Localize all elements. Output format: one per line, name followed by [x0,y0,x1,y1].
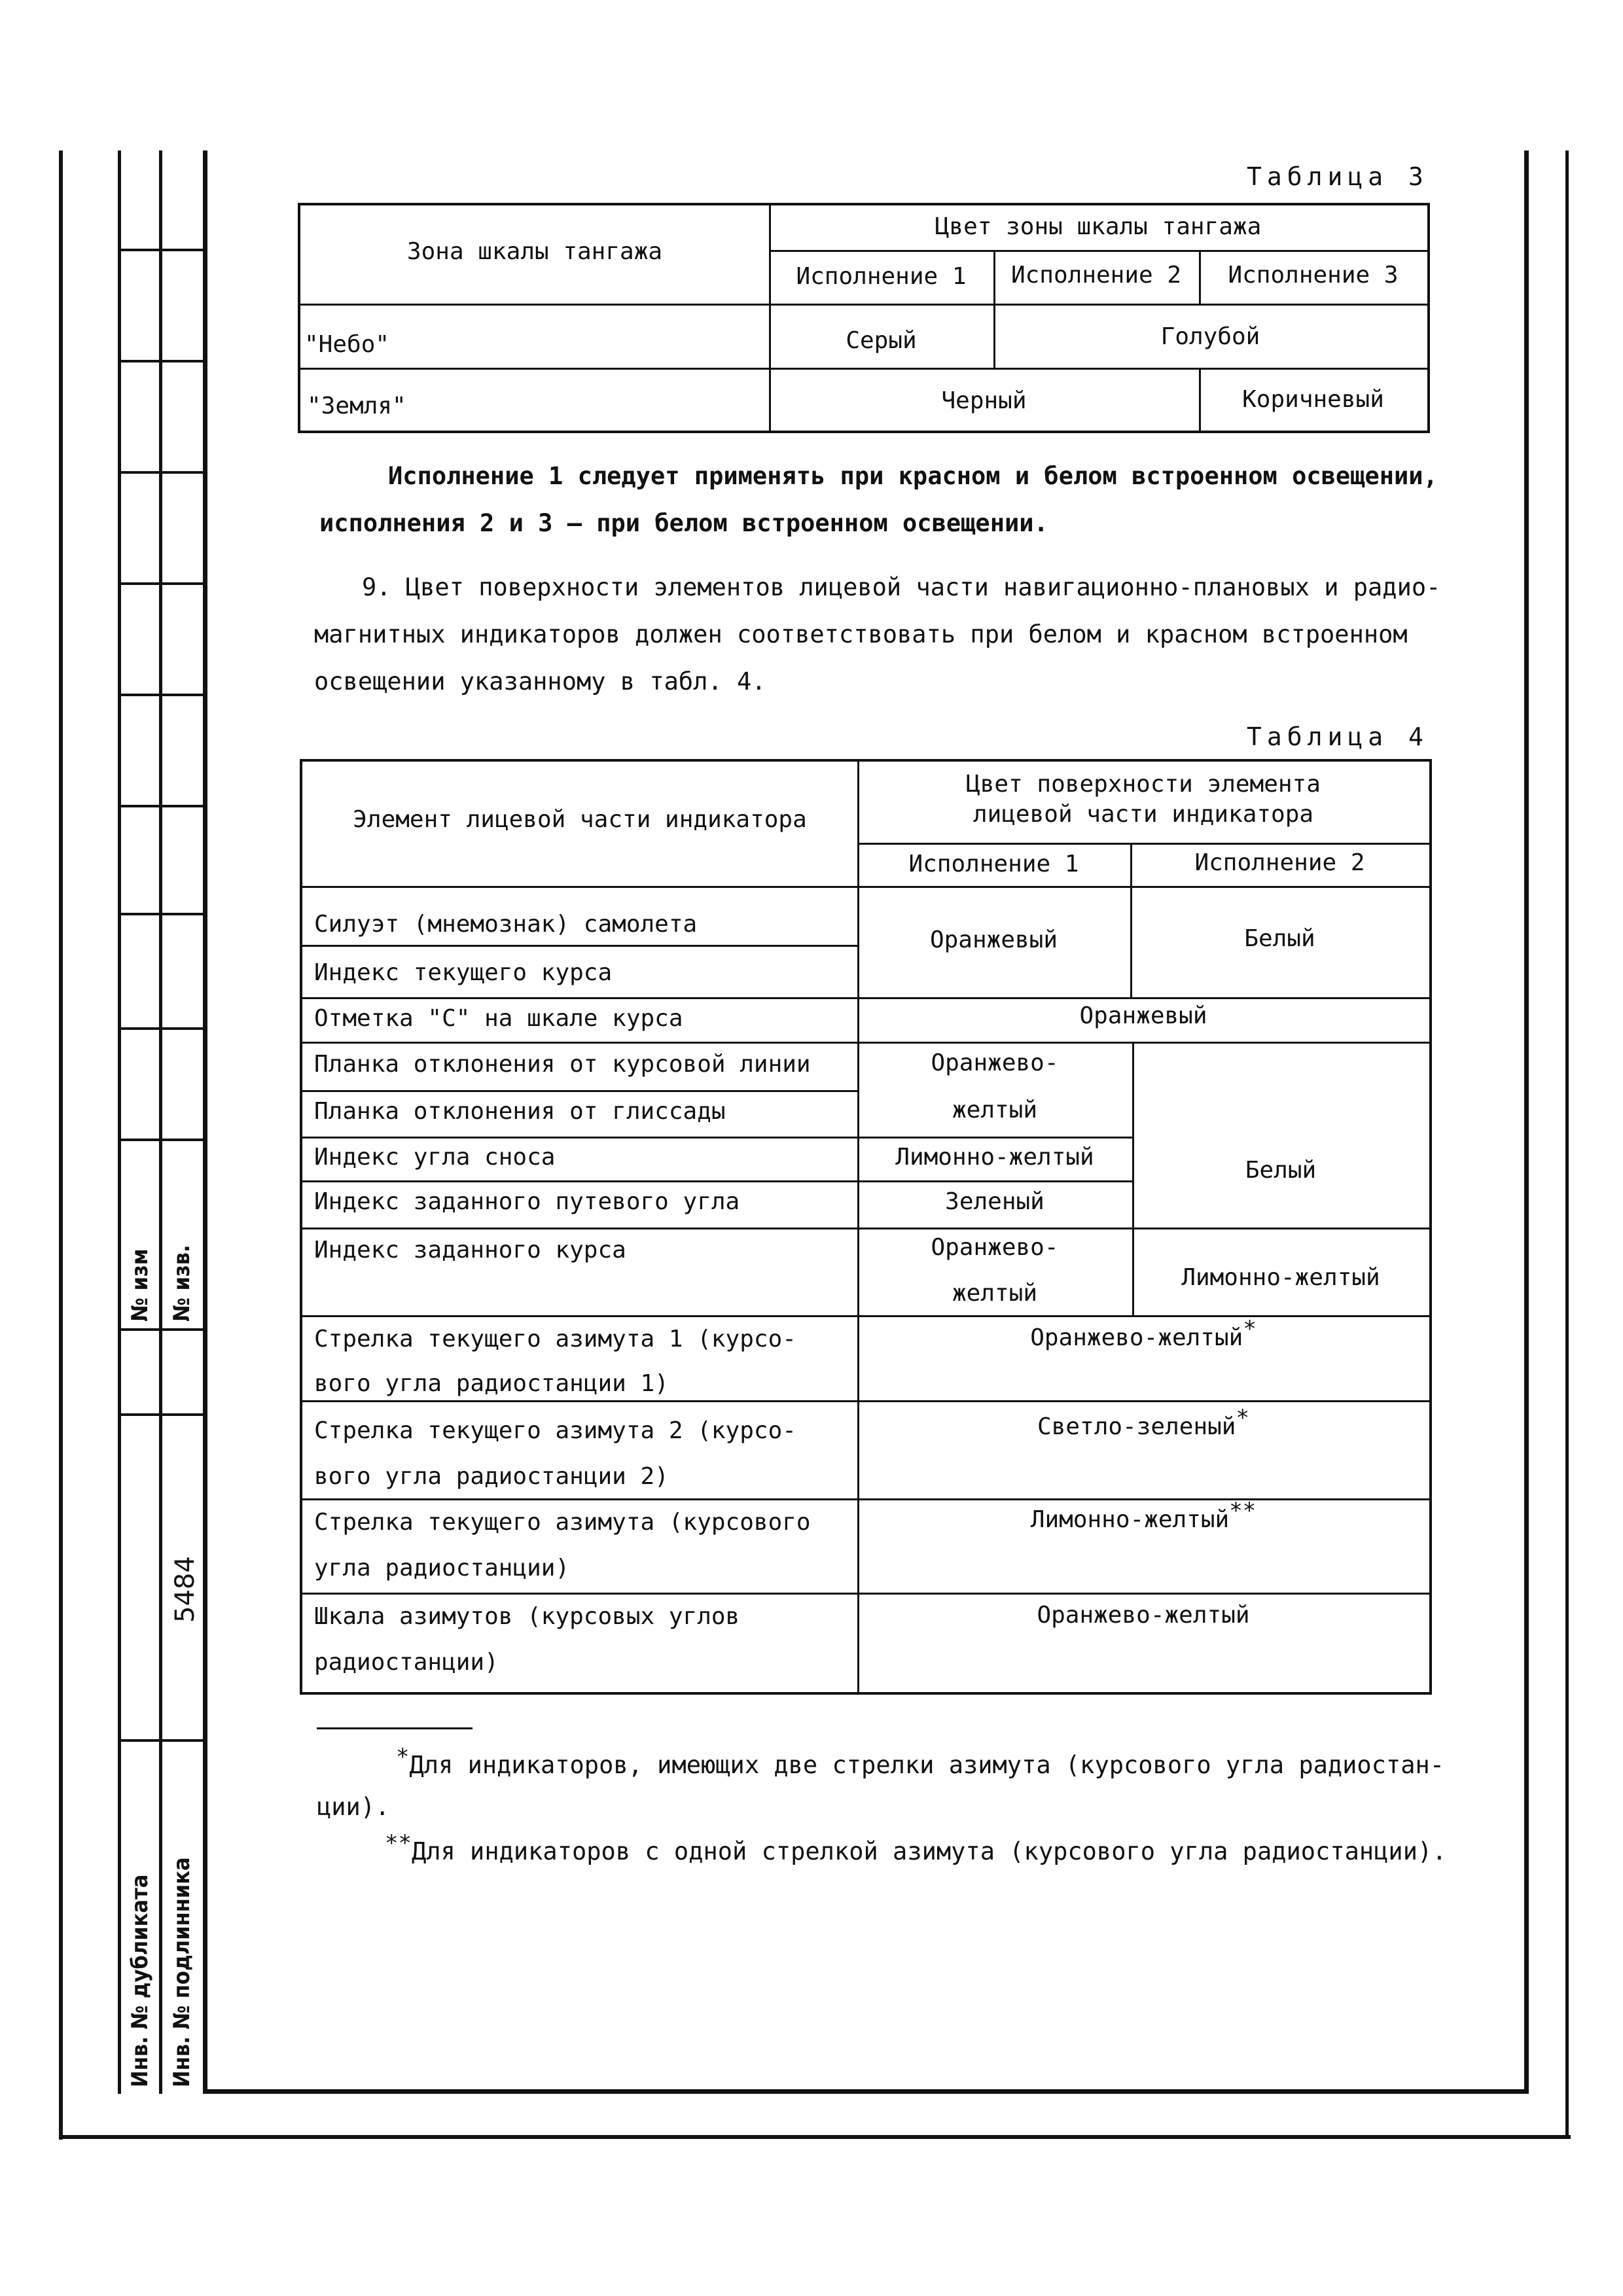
table3-earth-isp12: Черный [941,387,1027,414]
table4-row-label: угла радиостанции) [314,1555,570,1581]
table4-value: желтый [952,1280,1038,1307]
table4-header-element: Элемент лицевой части индикатора [353,806,807,833]
dubl-label: Инв. № дубликата [127,1874,153,2087]
footnote-1-cont: ции). [317,1793,390,1821]
table4-value: Белый [1244,925,1315,952]
paragraph-line: исполнения 2 и 3 – при белом встроенном освещении. [319,509,1048,537]
stamp-strip [118,150,203,2094]
table4-caption: Таблица 4 [1247,722,1429,751]
table3-sky-isp1: Серый [846,327,917,354]
table3-caption: Таблица 3 [1247,162,1429,191]
paragraph-line: Исполнение 1 следует применять при красном и белом встроенном освещении, [388,462,1438,490]
izv-label: № изв. [169,1245,195,1322]
table4-value: Оранжевый [1079,1002,1207,1029]
inventory-number: 5484 [170,1556,200,1623]
frame-outer-bottom [59,2135,1571,2139]
table4-row-label: Стрелка текущего азимута 1 (курсо- [314,1326,796,1352]
table4-value: Оранжево-желтый* [1030,1316,1257,1351]
table4-value: Зеленый [945,1188,1044,1215]
table3-row-earth: "Земля" [307,393,406,419]
table4-row-label: вого угла радиостанции 1) [314,1370,669,1397]
table3-row-sky: "Небо" [304,331,390,358]
table4-row-label: Шкала азимутов (курсовых углов [314,1603,740,1630]
frame-outer-right [1565,150,1569,2139]
table3-header-color: Цвет зоны шкалы тангажа [935,213,1262,240]
table4-value: Лимонно-желтый [895,1144,1094,1171]
table4-row-label: Планка отклонения от глиссады [314,1098,726,1125]
table4-header-color-l2: лицевой части индикатора [972,801,1314,828]
table4-row-label: Отметка "С" на шкале курса [314,1005,683,1032]
table4-header-isp1: Исполнение 1 [908,851,1079,877]
table3-sky-isp23: Голубой [1160,323,1260,350]
table4-row-label: Стрелка текущего азимута 2 (курсо- [314,1417,796,1444]
table3-header-isp3: Исполнение 3 [1228,262,1399,289]
table3 [298,203,1430,433]
table4-row-label: Индекс текущего курса [314,959,613,986]
table3-earth-isp3: Коричневый [1242,386,1384,413]
table4-value: Оранжево-желтый [1037,1602,1250,1629]
table4-value: Оранжево- [931,1234,1059,1261]
table4-value: Оранжево- [931,1050,1059,1076]
table4-value: Оранжевый [929,927,1058,953]
table4-row-label: Планка отклонения от курсовой линии [314,1051,811,1078]
table4-header-isp2: Исполнение 2 [1194,849,1365,876]
paragraph-line: освещении указанному в табл. 4. [314,667,766,696]
table4-header-color-l1: Цвет поверхности элемента [966,771,1321,798]
frame-outer-left [59,150,63,2140]
paragraph-line: 9. Цвет поверхности элементов лицевой части навигационно-плановых и радио- [362,573,1441,601]
table4-row-label: вого угла радиостанции 2) [314,1463,669,1490]
table4-row-label: радиостанции) [314,1649,499,1676]
strip-line [118,150,121,2094]
table4-value: Белый [1245,1157,1317,1184]
table3-header-isp2: Исполнение 2 [1010,262,1182,289]
izm-label: № изм [127,1248,153,1322]
table4-value: Лимонно-желтый** [1030,1498,1257,1533]
footnote-rule [317,1727,473,1729]
table4-value: желтый [952,1097,1038,1123]
table4 [300,759,1432,1695]
table3-header-isp1: Исполнение 1 [796,263,967,290]
podl-label: Инв. № подлинника [169,1857,195,2087]
table4-value: Светло-зеленый* [1037,1405,1249,1440]
strip-line [159,150,162,2094]
table4-row-label: Индекс заданного курса [314,1237,626,1263]
table4-row-label: Стрелка текущего азимута (курсового [314,1509,811,1536]
paragraph-line: магнитных индикаторов должен соответствовать при белом и красном встроенном [314,620,1408,648]
table4-value: Лимонно-желтый [1181,1264,1380,1291]
table4-row-label: Индекс заданного путевого угла [314,1188,740,1215]
table3-header-zone: Зона шкалы тангажа [406,238,663,265]
table4-row-label: Силуэт (мнемознак) самолета [314,911,698,938]
table4-row-label: Индекс угла сноса [314,1144,556,1171]
footnote-2: **Для индикаторов с одной стрелкой азимута (курсового угла радиостанции). [385,1830,1447,1865]
footnote-1: *Для индикаторов, имеющих две стрелки азимута (курсового угла радиостан- [396,1744,1445,1779]
